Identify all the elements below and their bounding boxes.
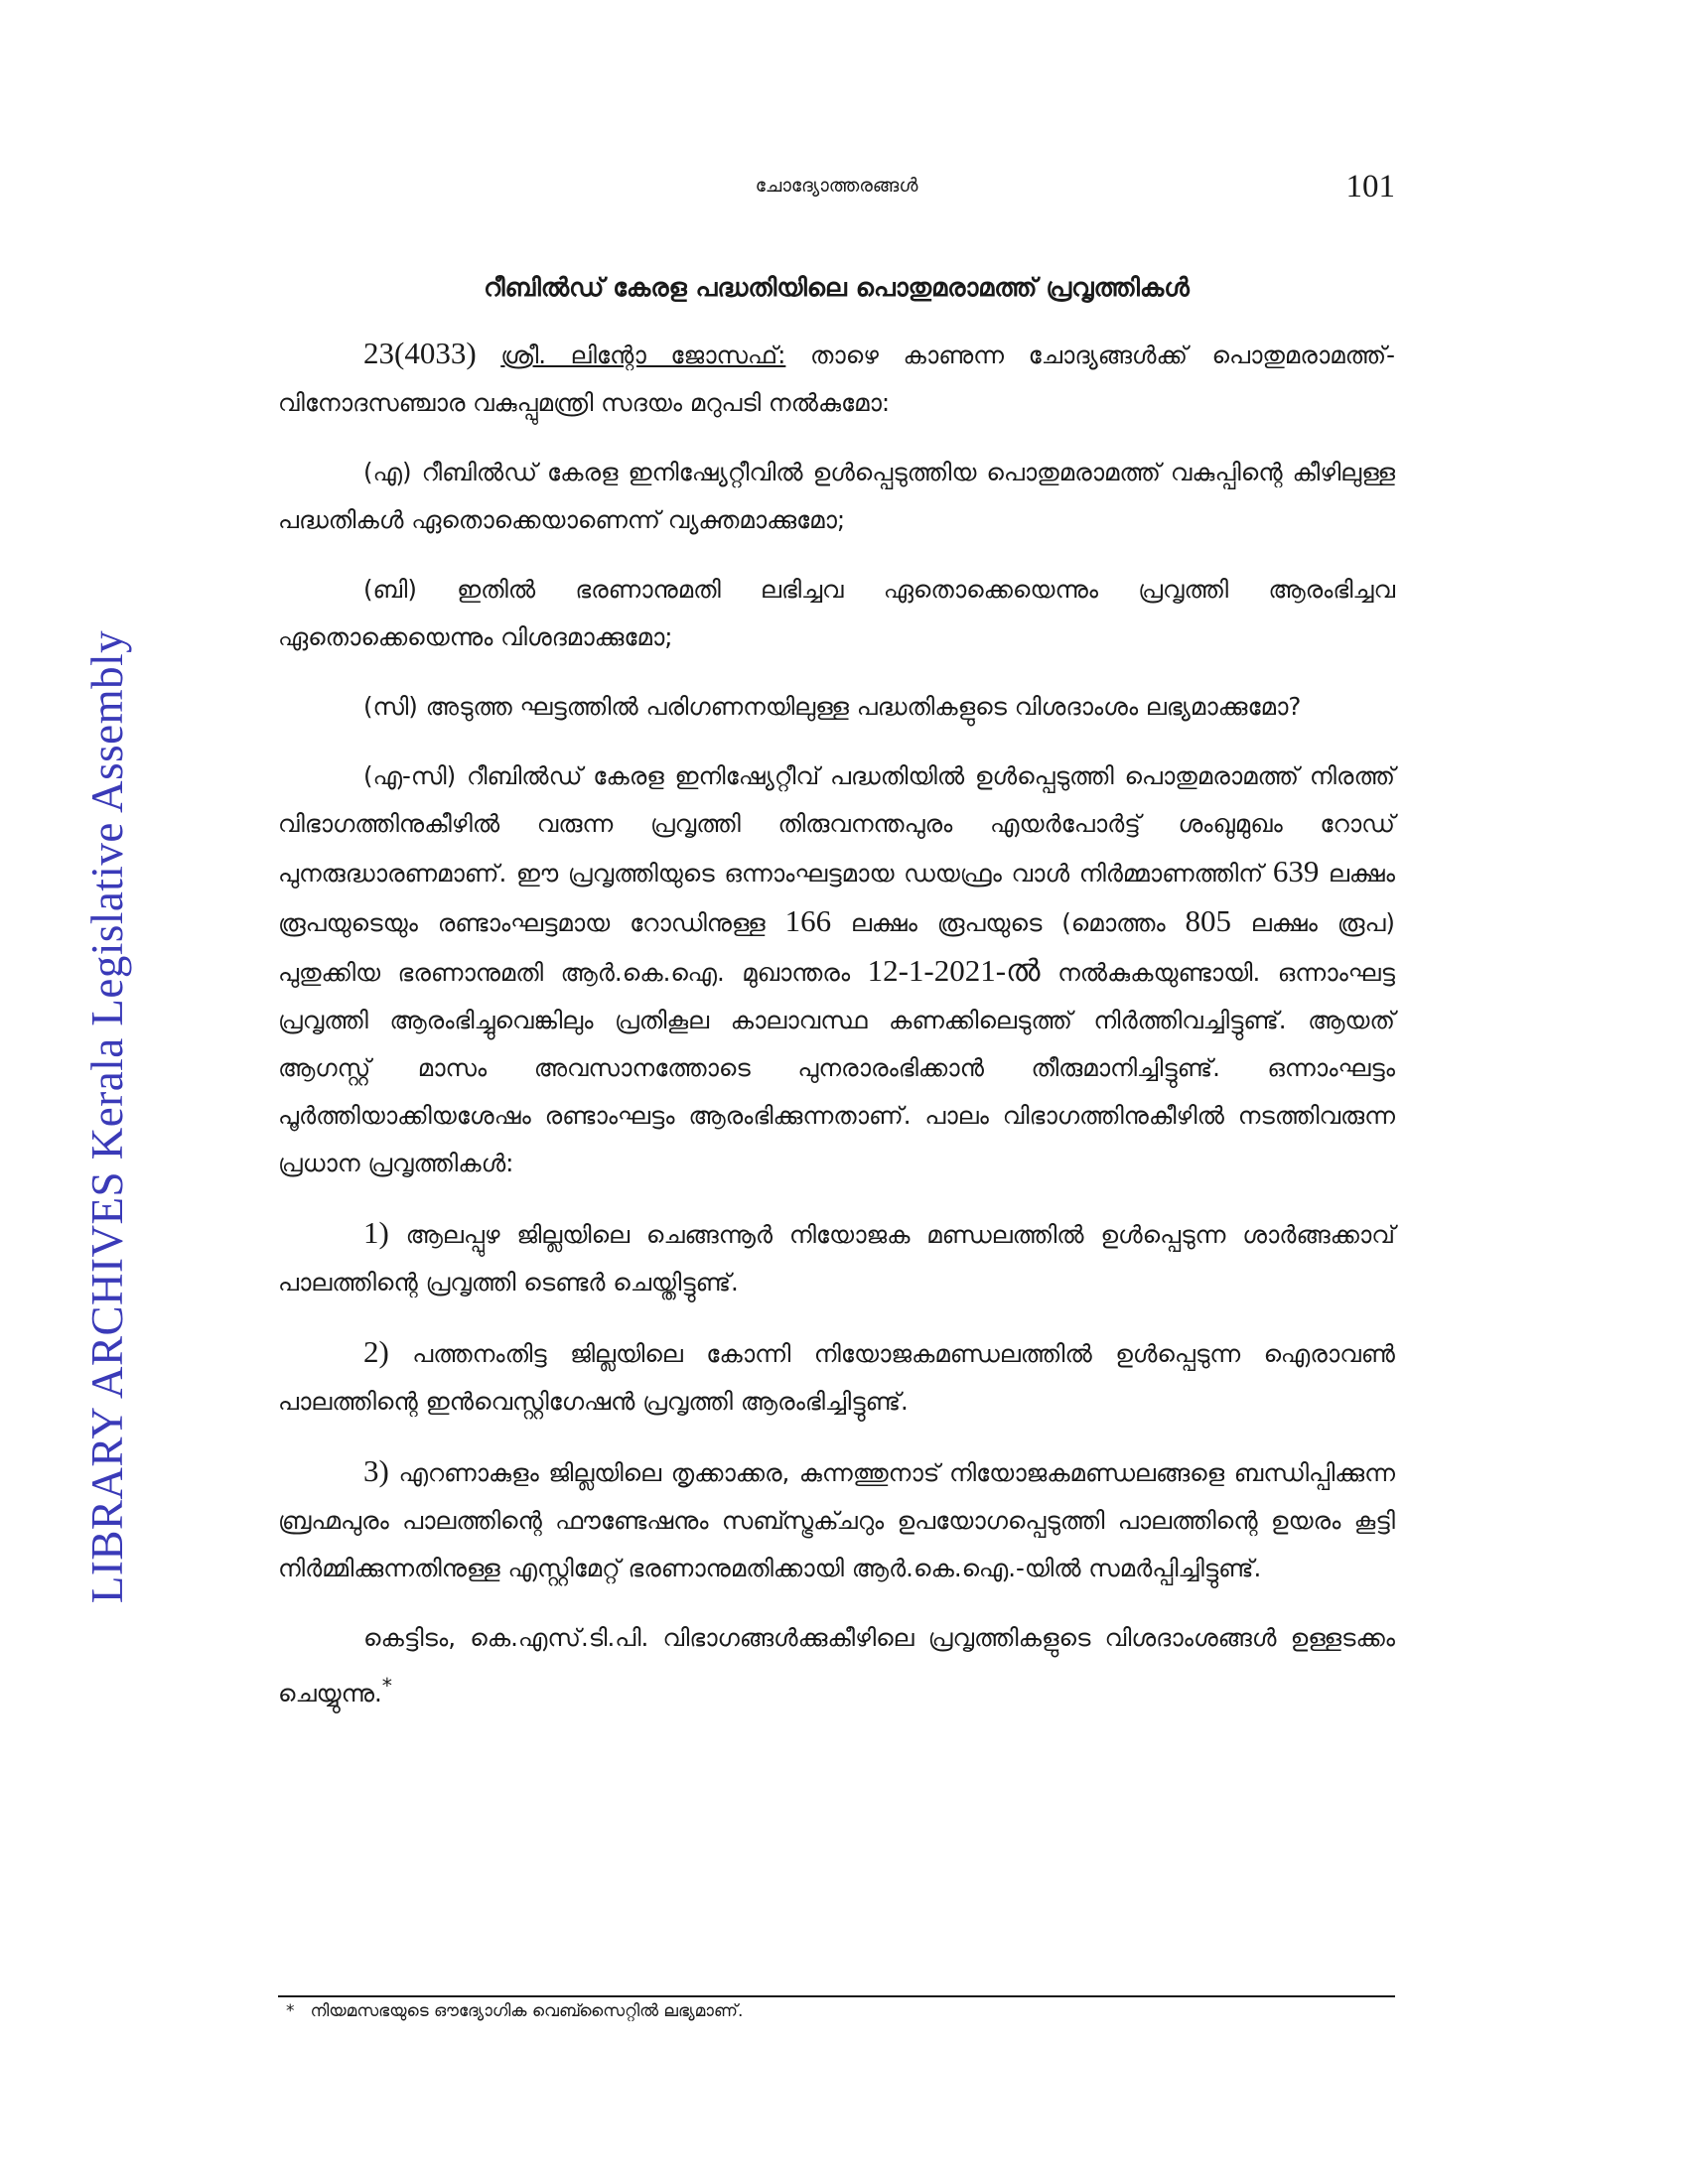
answer-main	[278, 752, 1395, 1187]
item-number: 2)	[363, 1334, 389, 1369]
item-number: 3)	[363, 1453, 389, 1488]
page-number: 101	[1345, 169, 1395, 205]
footnote-divider	[278, 1995, 1395, 1997]
footnote-text: നിയമസഭയുടെ ഔദ്യോഗിക വെബ്സൈറ്റിൽ ലഭ്യമാണ്.	[310, 2001, 744, 2021]
archive-watermark: LIBRARY ARCHIVES Kerala Legislative Assembly	[82, 629, 132, 1604]
running-title: ചോദ്യോത്തരങ്ങൾ	[755, 175, 918, 197]
answer-date: 12-1-2021-ൽ	[867, 953, 1041, 988]
answer-amount: 639	[1272, 854, 1320, 888]
item-text: എറണാകുളം ജില്ലയിലെ തൃക്കാക്കര, കുന്നത്തുനാട് നിയോജകമണ്ഡലങ്ങളെ ബന്ധിപ്പിക്കുന്ന ബ്രഹ്മപുരം പാലത്തിന്റെ ഫൗണ്ടേഷനും സബ്സ്ട്രക്ചറും ഉപയോഗപ്പെടുത്തി പാലത്തിന്റെ ഉയരം കൂട്ടി നിർമ്മിക്കുന്നതിനുള്ള എസ്റ്റിമേറ്റ് ഭരണാനുമതിക്കായി ആർ.കെ.ഐ.-യിൽ സമർപ്പിച്ചിട്ടുണ്ട്.	[278, 1458, 1395, 1582]
footnote-marker: *	[381, 1674, 392, 1698]
closing-text: കെട്ടിടം, കെ.എസ്.ടി.പി. വിഭാഗങ്ങൾക്കുകീഴിലെ പ്രവൃത്തികളുടെ വിശദാംശങ്ങൾ ഉള്ളടക്കം ചെയ്യുന്നു.	[278, 1623, 1395, 1708]
item-text: പത്തനംതിട്ട ജില്ലയിലെ കോന്നി നിയോജകമണ്ഡലത്തിൽ ഉൾപ്പെടുന്ന ഐരാവൺ പാലത്തിന്റെ ഇൻവെസ്റ്റിഗേഷൻ പ്രവൃത്തി ആരംഭിച്ചിട്ടുണ്ട്.	[278, 1339, 1395, 1416]
question-part-a: (എ) റീബിൽഡ് കേരള ഇനിഷ്യേറ്റീവിൽ ഉൾപ്പെടുത്തിയ പൊതുമരാമത്ത് വകുപ്പിന്റെ കീഴിലുള്ള പദ്ധതികൾ ഏതൊക്കെയാണെന്ന് വ്യക്തമാക്കുമോ;	[278, 458, 1395, 534]
question-part-c: (സി) അടുത്ത ഘട്ടത്തിൽ പരിഗണനയിലുള്ള പദ്ധതികളുടെ വിശദാംശം ലഭ്യമാക്കുമോ?	[363, 692, 1302, 721]
answer-closing	[278, 1614, 1395, 1717]
answer-amount: 166	[784, 903, 832, 938]
footnote-star: *	[286, 2001, 295, 2021]
page-body	[278, 268, 1395, 1739]
answer-text: ലക്ഷം രൂപയുടെയും രണ്ടാംഘട്ടമായ റോഡിനുള്ള	[278, 859, 1395, 937]
footnote	[286, 1998, 743, 2024]
question-number: 23(4033)	[363, 336, 477, 370]
answer-text: നൽകുകയുണ്ടായി. ഒന്നാംഘട്ട പ്രവൃത്തി ആരംഭിച്ചുവെങ്കിലും പ്രതികൂല കാലാവസ്ഥ കണക്കിലെടുത്ത് നിർത്തിവച്ചിട്ടുണ്ട്. ആയത് ആഗസ്റ്റ് മാസം അവസാനത്തോടെ പുനരാരംഭിക്കാൻ തീരുമാനിച്ചിട്ടുണ്ട്. ഒന്നാംഘട്ടം പൂർത്തിയാക്കിയശേഷം രണ്ടാംഘട്ടം ആരംഭിക്കുന്നതാണ്. പാലം വിഭാഗത്തിനുകീഴിൽ നടത്തിവരുന്ന പ്രധാന പ്രവൃത്തികൾ:	[278, 958, 1396, 1177]
running-header	[278, 169, 1395, 208]
question-intro-text: താഴെ കാണുന്ന ചോദ്യങ്ങൾക്ക് പൊതുമരാമത്ത്-വിനോദസഞ്ചാര വകുപ്പുമന്ത്രി സദയം മറുപടി നൽകുമോ:	[278, 341, 1395, 417]
item-number: 1)	[363, 1215, 389, 1250]
member-name: ശ്രീ. ലിന്റോ ജോസഫ്:	[500, 341, 786, 369]
answer-text: ലക്ഷം രൂപ) പുതുക്കിയ ഭരണാനുമതി ആർ.കെ.ഐ. മുഖാന്തരം	[278, 908, 1395, 987]
answer-item-3	[278, 1447, 1395, 1592]
question-intro	[278, 330, 1395, 427]
answer-text: (എ-സി) റീബിൽഡ് കേരള ഇനിഷ്യേറ്റീവ് പദ്ധതിയിൽ ഉൾപ്പെടുത്തി പൊതുമരാമത്ത് നിരത്ത് വിഭാഗത്തിനുകീഴിൽ വരുന്ന പ്രവൃത്തി തിരുവനന്തപുരം എയർപോർട്ട് ശംഖുമുഖം റോഡ് പുനരുദ്ധാരണമാണ്. ഈ പ്രവൃത്തിയുടെ ഒന്നാംഘട്ടമായ ഡയഫ്രം വാൾ നിർമ്മാണത്തിന്	[278, 761, 1395, 887]
question-part-b: (ബി) ഇതിൽ ഭരണാനുമതി ലഭിച്ചവ ഏതൊക്കെയെന്നും പ്രവൃത്തി ആരംഭിച്ചവ ഏതൊക്കെയെന്നും വിശദമാക്കുമോ;	[278, 575, 1395, 651]
question-heading: റീബിൽഡ് കേരള പദ്ധതിയിലെ പൊതുമരാമത്ത് പ്രവൃത്തികൾ	[484, 273, 1190, 303]
item-text: ആലപ്പുഴ ജില്ലയിലെ ചെങ്ങന്നൂർ നിയോജക മണ്ഡലത്തിൽ ഉൾപ്പെടുന്ന ശാർങ്ങക്കാവ് പാലത്തിന്റെ പ്രവൃത്തി ടെണ്ടർ ചെയ്തിട്ടുണ്ട്.	[278, 1220, 1396, 1297]
answer-amount: 805	[1185, 903, 1232, 938]
answer-item-2	[278, 1328, 1395, 1426]
answer-item-1	[278, 1209, 1395, 1306]
answer-text: ലക്ഷം രൂപയുടെ (മൊത്തം	[850, 908, 1166, 937]
